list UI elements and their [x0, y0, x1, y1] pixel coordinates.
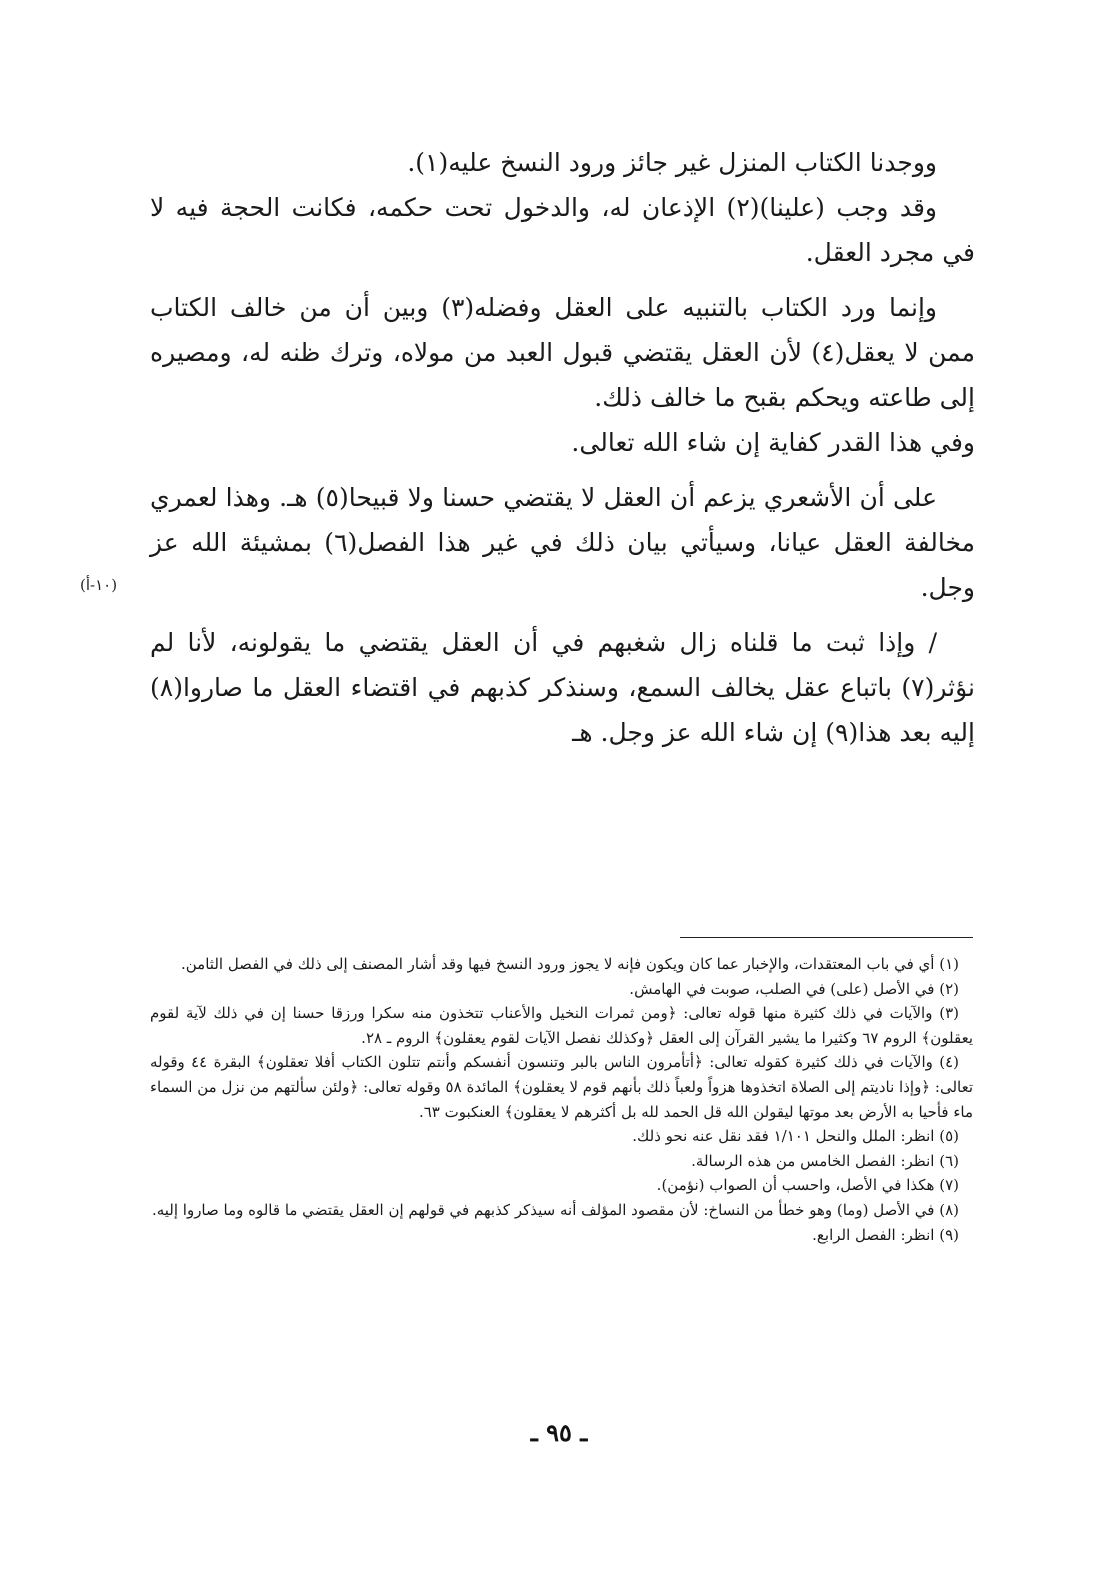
- footnotes: [150, 952, 973, 1247]
- footnote-1: (١) أي في باب المعتقدات، والإخبار عما كان ويكون فإنه لا يجوز ورود النسخ فيها وقد أشار المصنف إلى ذلك في الفصل الثامن.: [181, 955, 959, 973]
- page-number: ـ ٩٥ ـ: [530, 1418, 588, 1447]
- footnote-separator: [680, 937, 973, 938]
- paragraph-2: وقد وجب (علينا)(٢) الإذعان له، والدخول تحت حكمه، فكانت الحجة فيه لا في مجرد العقل.: [150, 193, 975, 267]
- footnote-7: (٧) هكذا في الأصل، واحسب أن الصواب (نؤمن).: [656, 1176, 959, 1195]
- footnote-8: (٨) في الأصل (وما) وهو خطأ من النساخ: لأن مقصود المؤلف أنه سيذكر كذبهم في قولهم إن العقل يقتضي ما قالوه وما صاروا إليه.: [151, 1200, 959, 1219]
- footnote-2: (٢) في الأصل (على) في الصلب، صوبت في الهامش.: [629, 979, 959, 998]
- footnote-5: (٥) انظر: الملل والنحل ١/١٠١ فقد نقل عنه نحو ذلك.: [632, 1127, 959, 1146]
- footnote-3: (٣) والآيات في ذلك كثيرة منها قوله تعالى: ﴿ومن ثمرات النخيل والأعناب تتخذون منه سكرا ورزقا حسنا إن في ذلك لآية لقوم يعقلون﴾ الروم ٦٧ وكثيرا ما يشير القرآن إلى العقل ﴿وكذلك نفصل الآيات لقوم يعقلون﴾ الروم ـ ٢٨.: [150, 1004, 973, 1047]
- main-text: [150, 140, 975, 755]
- paragraph-5: على أن الأشعري يزعم أن العقل لا يقتضي حسنا ولا قبيحا(٥) هـ. وهذا لعمري مخالفة العقل عيانا، وسيأتي بيان ذلك في غير هذا الفصل(٦) بمشيئة الله عز وجل.: [150, 483, 975, 602]
- footnote-4: (٤) والآيات في ذلك كثيرة كقوله تعالى: ﴿أتأمرون الناس بالبر وتنسون أنفسكم وأنتم تتلون الكتاب أفلا تعقلون﴾ البقرة ٤٤ وقوله تعالى: ﴿وإذا ناديتم إلى الصلاة اتخذوها هزواً ولعباً ذلك بأنهم قوم لا يعقلون﴾ المائدة ٥٨ وقوله تعالى: ﴿ولئن سألتهم من نزل من السماء ماء فأحيا به الأرض بعد موتها ليقولن الله قل الحمد لله بل أكثرهم لا يعقلون﴾ العنكبوت ٦٣.: [150, 1053, 973, 1121]
- footnote-6: (٦) انظر: الفصل الخامس من هذه الرسالة.: [691, 1151, 959, 1170]
- margin-folio-note: (١٠-أ): [80, 576, 118, 594]
- paragraph-6: / وإذا ثبت ما قلناه زال شغبهم في أن العقل يقتضي ما يقولونه، لأنا لم نؤثر(٧) باتباع عقل يخالف السمع، وسنذكر كذبهم في اقتضاء العقل ما صاروا(٨) إليه بعد هذا(٩) إن شاء الله عز وجل. هـ: [150, 628, 975, 747]
- footnote-9: (٩) انظر: الفصل الرابع.: [812, 1225, 959, 1244]
- paragraph-3: وإنما ورد الكتاب بالتنبيه على العقل وفضله(٣) وبين أن من خالف الكتاب ممن لا يعقل(٤) لأن العقل يقتضي قبول العبد من مولاه، وترك ظنه له، ومصيره إلى طاعته ويحكم بقبح ما خالف ذلك.: [150, 293, 975, 412]
- paragraph-4: وفي هذا القدر كفاية إن شاء الله تعالى.: [571, 428, 975, 457]
- paragraph-1: ووجدنا الكتاب المنزل غير جائز ورود النسخ عليه(١).: [407, 148, 937, 177]
